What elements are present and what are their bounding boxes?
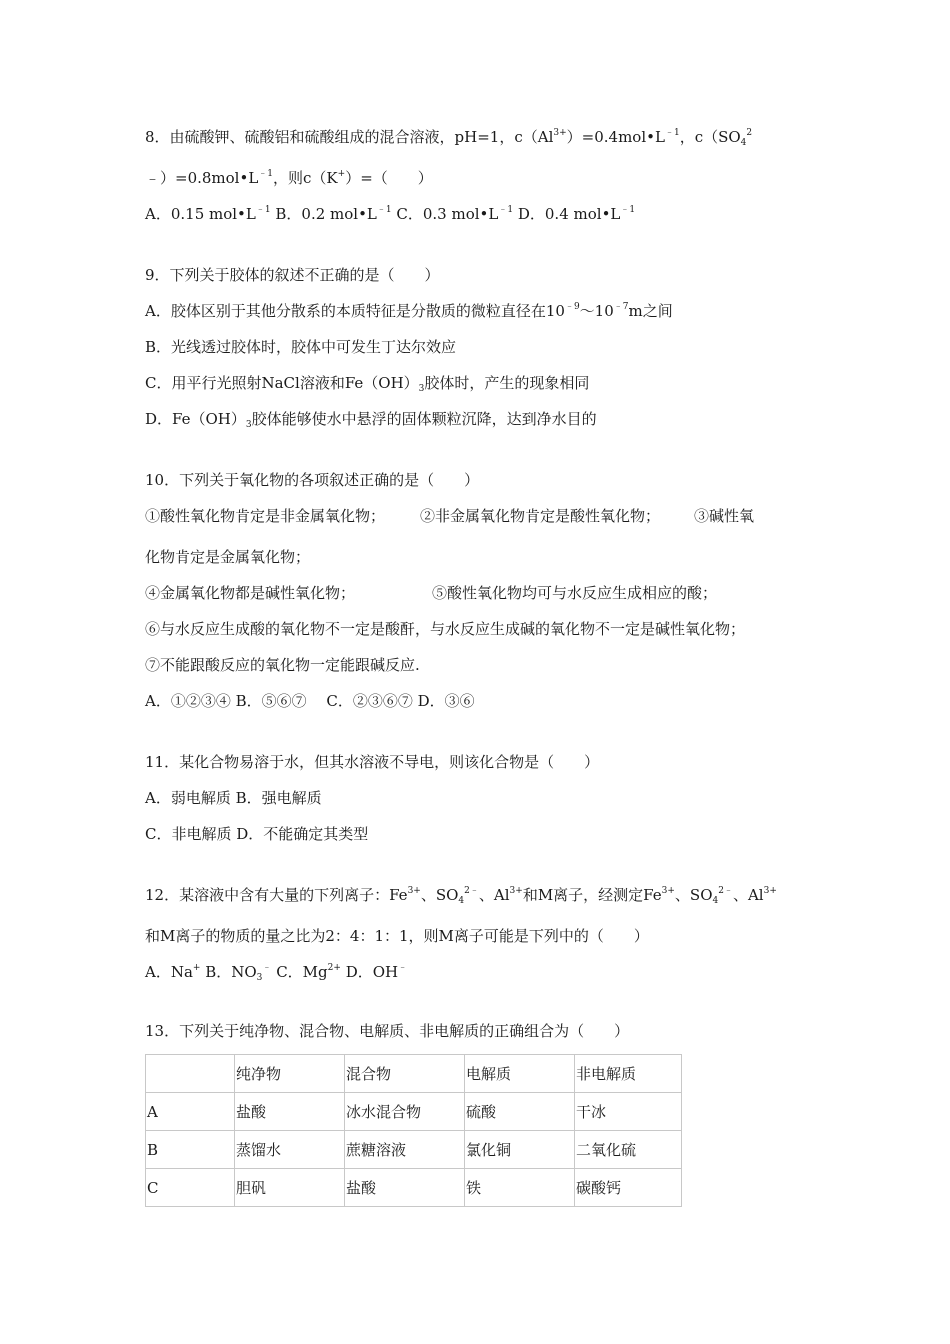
q12-options	[145, 962, 407, 982]
q8-option-d: D．0.4 $mol•L^{﹣1}$	[513, 205, 636, 223]
q12-option-a: A．Na+	[145, 963, 201, 981]
q11-options-line1: A．弱电解质 B．强电解质	[145, 789, 322, 807]
table-cell: 硫酸	[465, 1093, 575, 1131]
table-header-cell: 混合物	[345, 1055, 465, 1093]
table-cell: A	[146, 1093, 235, 1131]
table-cell: 氯化铜	[465, 1131, 575, 1169]
table-cell: B	[146, 1131, 235, 1169]
table-row	[146, 1093, 682, 1131]
q8-option-c: C．0.3 $mol•L^{﹣1}$	[391, 205, 514, 223]
table-cell: 二氧化硫	[575, 1131, 682, 1169]
q12-stem-line1: 12．某溶液中含有大量的下列离子：$Fe^{3+}$、$SO_4^{2﹣}$、$Al^{3+}$和M离子，经测定$Fe^{3+}$、$SO_4^{2﹣}$、$Al^{3+}$	[145, 886, 777, 906]
q10-statement-1: ①酸性氧化物肯定是非金属氧化物；	[145, 507, 386, 525]
q9-option-b: B．光线透过胶体时，胶体中可发生丁达尔效应	[145, 338, 457, 356]
table-header-cell: 电解质	[465, 1055, 575, 1093]
q10-stem: 10．下列关于氧化物的各项叙述正确的是（ ）	[145, 471, 480, 489]
q10-statement-4: ④金属氧化物都是碱性氧化物；	[145, 584, 356, 602]
table-header-row	[146, 1055, 682, 1093]
q13-table	[145, 1054, 682, 1207]
q11-stem: 11．某化合物易溶于水，但其水溶液不导电，则该化合物是（ ）	[145, 753, 600, 771]
q10-statements-line3	[145, 583, 717, 603]
table-cell: 盐酸	[345, 1169, 465, 1207]
table-cell: 胆矾	[235, 1169, 345, 1207]
q8-options	[145, 204, 635, 224]
q11-options-line2: C．非电解质 D．不能确定其类型	[145, 825, 369, 843]
q9-option-c: C．用平行光照射NaCl溶液和$Fe(OH)_3$胶体时，产生的现象相同	[145, 374, 590, 394]
q10-options: A．①②③④ B．⑤⑥⑦ C．②③⑥⑦ D．③⑥	[145, 692, 475, 710]
q12-option-b: B．$NO_3^﹣$	[200, 963, 272, 983]
q9-option-d: D．$Fe(OH)_3$胶体能够使水中悬浮的固体颗粒沉降，达到净水目的	[145, 410, 597, 430]
q9-stem: 9．下列关于胶体的叙述不正确的是（ ）	[145, 266, 440, 284]
q12-stem-line2: 和M离子的物质的量之比为2：4：1：1，则M离子可能是下列中的（ ）	[145, 927, 649, 945]
q10-statement-5: ⑤酸性氧化物均可与水反应生成相应的酸；	[432, 584, 718, 602]
q12-option-c: C．$Mg^{2+}$	[271, 963, 341, 981]
q10-statement-6: ⑥与水反应生成酸的氧化物不一定是酸酐，与水反应生成碱的氧化物不一定是碱性氧化物；	[145, 620, 746, 638]
table-cell: C	[146, 1169, 235, 1207]
q10-statement-7: ⑦不能跟酸反应的氧化物一定能跟碱反应.	[145, 656, 420, 674]
q8-stem-line1: 8．由硫酸钾、硫酸铝和硫酸组成的混合溶液，pH=1，$c(Al^{3+})=0.4mol•L^{﹣1}$，$c(SO_4^2$	[145, 128, 753, 148]
table-header-cell	[146, 1055, 235, 1093]
table-cell: 冰水混合物	[345, 1093, 465, 1131]
table-header-cell: 非电解质	[575, 1055, 682, 1093]
q8-stem-line2: $﹣)=0.8mol•L^{﹣1}$，则c（K+）=（ ）	[145, 169, 433, 187]
table-cell: 铁	[465, 1169, 575, 1207]
q10-statements-line1	[145, 506, 754, 526]
table-cell: 碳酸钙	[575, 1169, 682, 1207]
table-cell: 干冰	[575, 1093, 682, 1131]
table-row	[146, 1169, 682, 1207]
q13-stem: 13．下列关于纯净物、混合物、电解质、非电解质的正确组合为（ ）	[145, 1022, 630, 1040]
table-cell: 蒸馏水	[235, 1131, 345, 1169]
table-header-cell: 纯净物	[235, 1055, 345, 1093]
table-cell: 盐酸	[235, 1093, 345, 1131]
q8-option-a: A．0.15 $mol•L^{﹣1}$	[145, 205, 271, 223]
table-cell: 蔗糖溶液	[345, 1131, 465, 1169]
q8-option-b: B．0.2 $mol•L^{﹣1}$	[270, 205, 392, 223]
q12-option-d: D．OH﹣	[340, 963, 408, 981]
q10-statement-2: ②非金属氧化物肯定是酸性氧化物；	[420, 507, 661, 525]
q9-option-a: A．胶体区别于其他分散系的本质特征是分散质的微粒直径在$10^{﹣9}\sim 10^{﹣7}m$之间	[145, 302, 673, 320]
table-row	[146, 1131, 682, 1169]
q10-statement-3a: ③碱性氧	[694, 507, 755, 525]
q10-statement-3b: 化物肯定是金属氧化物；	[145, 548, 311, 566]
